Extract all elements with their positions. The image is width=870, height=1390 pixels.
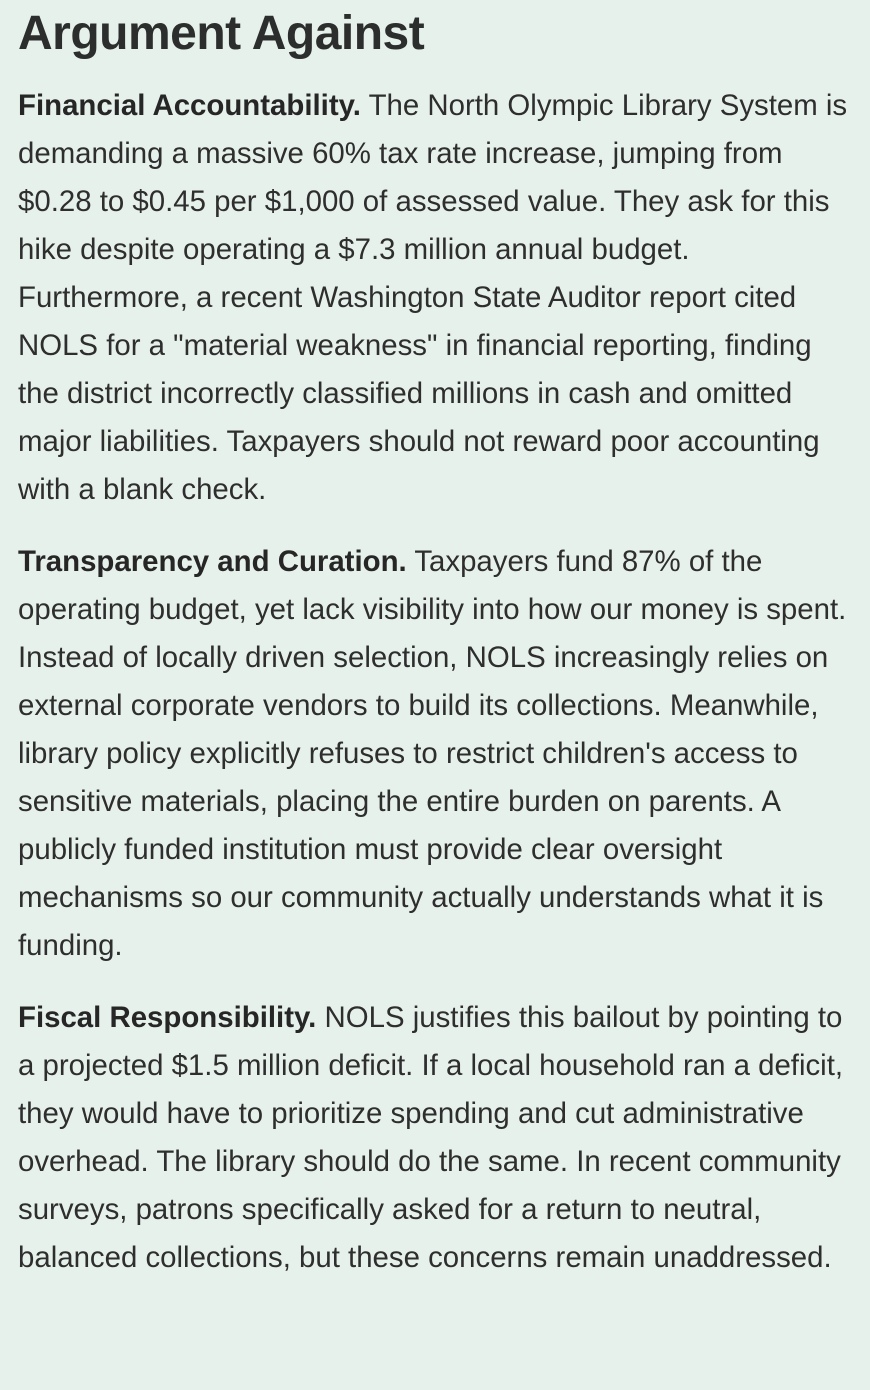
page-title: Argument Against: [18, 7, 425, 60]
section-body: Taxpayers fund 87% of the operating budget, yet lack visibility into how our money is spent. Instead of locally driven selection, NOLS increasingly relies on external corporate vendors to build its collections. Meanwhile, library policy explicitly refuses to restrict children's access to sensitive materials, placing the entire burden on parents. A publicly funded institution must provide clear oversight mechanisms so our community actually understands what it is funding.: [18, 545, 847, 962]
section-transparency-curation: [18, 538, 858, 970]
section-lead: Transparency and Curation.: [18, 545, 407, 578]
section-body: NOLS justifies this bailout by pointing to a projected $1.5 million deficit. If a local household ran a deficit, they would have to prioritize spending and cut administrative overhead. The library should do the same. In recent community surveys, patrons specifically asked for a return to neutral, balanced collections, but these concerns remain unaddressed.: [18, 1001, 844, 1274]
section-body: The North Olympic Library System is demanding a massive 60% tax rate increase, jumping from $0.28 to $0.45 per $1,000 of assessed value. They ask for this hike despite operating a $7.3 million annual budget. Furthermore, a recent Washington State Auditor report cited NOLS for a "material weakness" in financial reporting, finding the district incorrectly classified millions in cash and omitted major liabilities. Taxpayers should not reward poor accounting with a blank check.: [18, 89, 848, 506]
section-lead: Financial Accountability.: [18, 89, 361, 122]
section-financial-accountability: [18, 82, 858, 514]
section-lead: Fiscal Responsibility.: [18, 1001, 317, 1034]
section-fiscal-responsibility: [18, 994, 858, 1282]
